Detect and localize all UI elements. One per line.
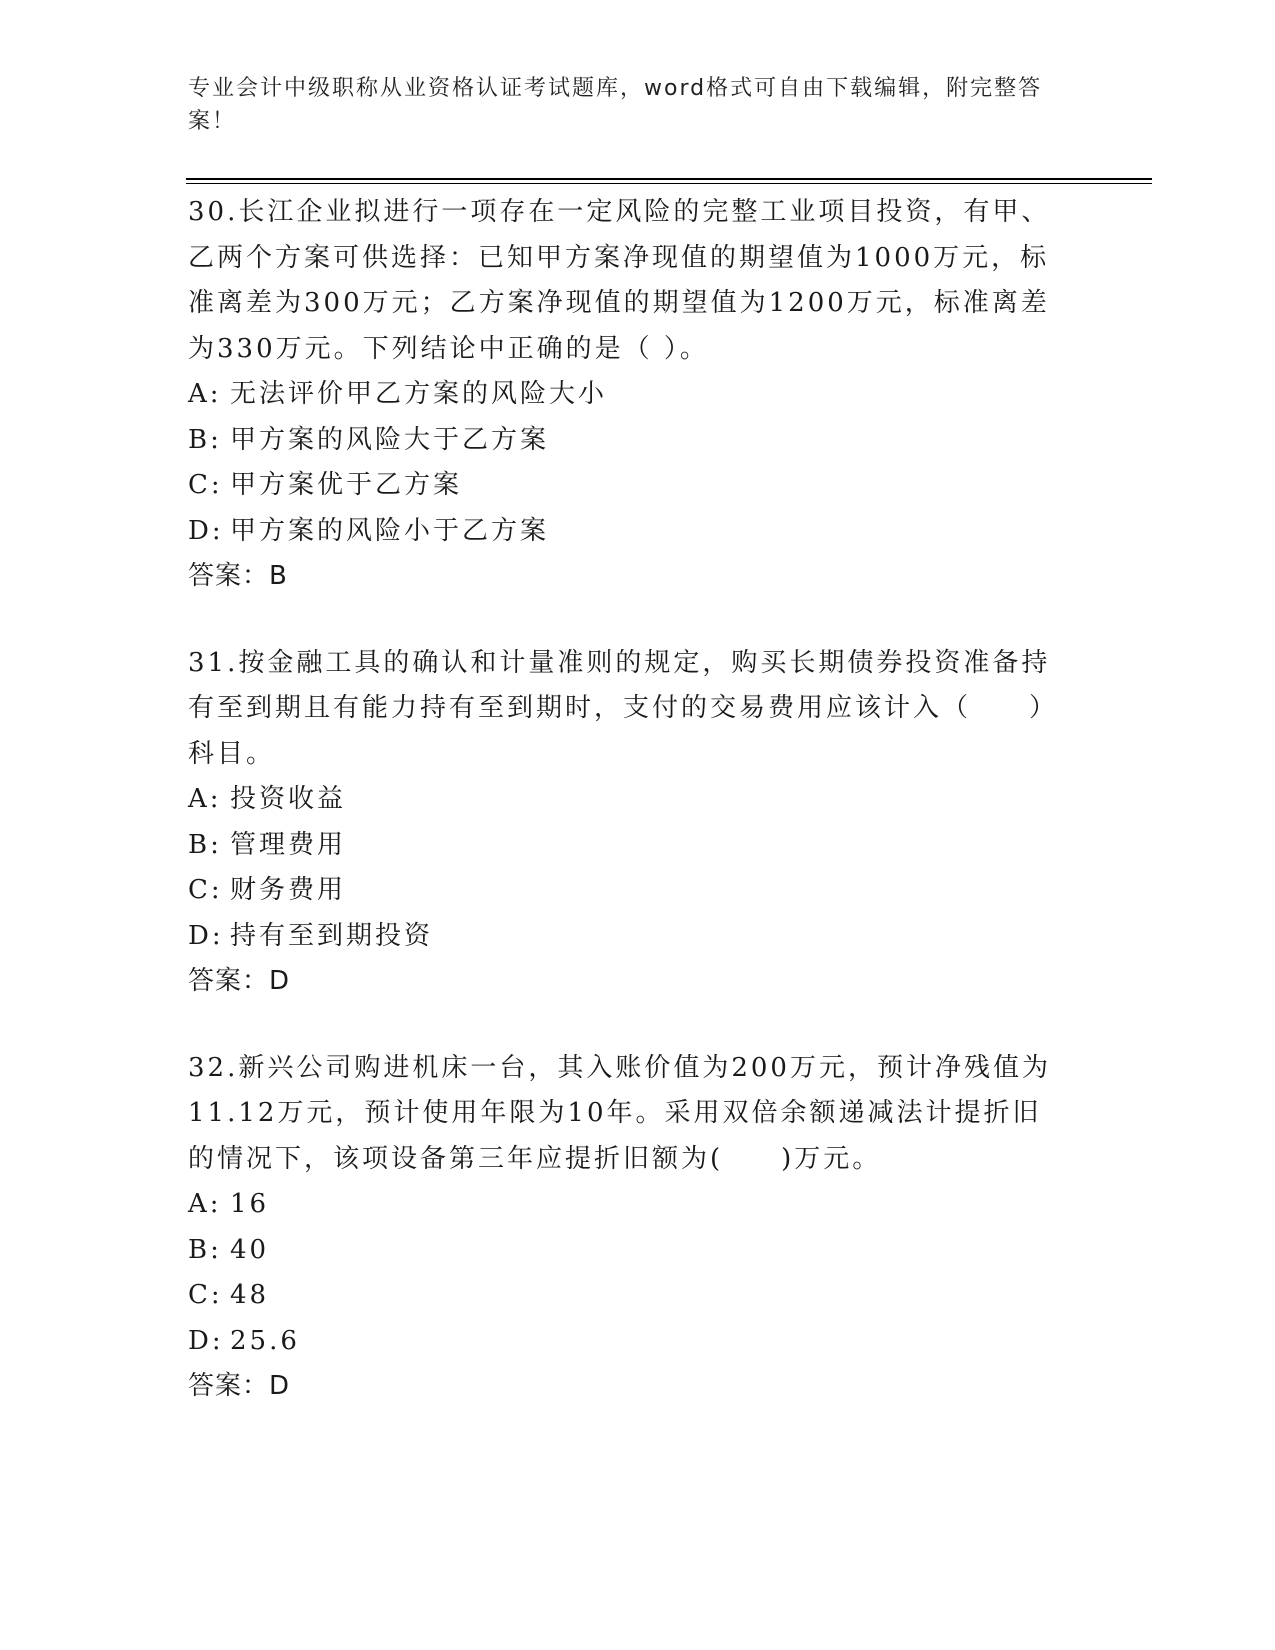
question-31 bbox=[188, 641, 1068, 1005]
option-key: B: bbox=[188, 1234, 222, 1265]
header-divider-thick bbox=[186, 178, 1152, 180]
option-text: 16 bbox=[230, 1189, 270, 1219]
option-list bbox=[188, 777, 1068, 959]
answer-line: 答案：D bbox=[188, 966, 291, 996]
option-text: 甲方案优于乙方案 bbox=[230, 470, 463, 500]
option-b bbox=[188, 418, 1068, 464]
option-b bbox=[188, 1228, 1068, 1274]
option-c bbox=[188, 463, 1068, 509]
option-text: 40 bbox=[230, 1234, 270, 1265]
option-b bbox=[188, 823, 1068, 869]
option-key: D: bbox=[188, 920, 224, 951]
option-text: 财务费用 bbox=[230, 875, 347, 905]
option-key: A: bbox=[188, 1189, 222, 1219]
option-key: D: bbox=[188, 515, 224, 546]
option-text: 持有至到期投资 bbox=[230, 920, 434, 951]
option-list bbox=[188, 372, 1068, 554]
option-key: D: bbox=[188, 1325, 224, 1356]
question-30 bbox=[188, 190, 1068, 600]
option-text: 48 bbox=[230, 1280, 270, 1310]
option-text: 甲方案的风险小于乙方案 bbox=[230, 515, 550, 546]
option-c bbox=[188, 868, 1068, 914]
option-key: B: bbox=[188, 424, 222, 455]
option-a bbox=[188, 372, 1068, 418]
answer-line: 答案：D bbox=[188, 1371, 291, 1401]
option-key: B: bbox=[188, 829, 222, 860]
question-list bbox=[188, 190, 1068, 1451]
option-list bbox=[188, 1182, 1068, 1364]
option-d bbox=[188, 509, 1068, 555]
page-header: 专业会计中级职称从业资格认证考试题库，word格式可自由下载编辑，附完整答案！ bbox=[188, 76, 1043, 134]
option-c bbox=[188, 1273, 1068, 1319]
option-key: C: bbox=[188, 1280, 223, 1310]
option-a bbox=[188, 1182, 1068, 1228]
option-key: A: bbox=[188, 784, 222, 814]
header-divider-thin bbox=[186, 183, 1152, 184]
option-text: 25.6 bbox=[230, 1325, 300, 1356]
option-text: 甲方案的风险大于乙方案 bbox=[230, 424, 550, 455]
question-stem: 31.按金融工具的确认和计量准则的规定，购买长期债券投资准备持有至到期且有能力持有至到期时，支付的交易费用应该计入（ ）科目。 bbox=[188, 647, 1059, 769]
option-a bbox=[188, 777, 1068, 823]
option-d bbox=[188, 914, 1068, 960]
question-stem: 30.长江企业拟进行一项存在一定风险的完整工业项目投资，有甲、乙两个方案可供选择：已知甲方案净现值的期望值为1000万元，标准离差为300万元；乙方案净现值的期望值为1200万元，标准离差为330万元。下列结论中正确的是（ ）。 bbox=[188, 197, 1051, 364]
question-stem: 32.新兴公司购进机床一台，其入账价值为200万元，预计净残值为11.12万元，预计使用年限为10年。采用双倍余额递减法计提折旧的情况下，该项设备第三年应提折旧额为( )万元。 bbox=[188, 1052, 1051, 1174]
option-text: 无法评价甲乙方案的风险大小 bbox=[230, 379, 608, 409]
option-text: 投资收益 bbox=[230, 784, 347, 814]
answer-line: 答案：B bbox=[188, 561, 288, 591]
option-key: C: bbox=[188, 470, 223, 500]
option-key: C: bbox=[188, 875, 223, 905]
option-key: A: bbox=[188, 379, 222, 409]
question-32 bbox=[188, 1046, 1068, 1410]
option-text: 管理费用 bbox=[230, 829, 347, 860]
option-d bbox=[188, 1319, 1068, 1365]
